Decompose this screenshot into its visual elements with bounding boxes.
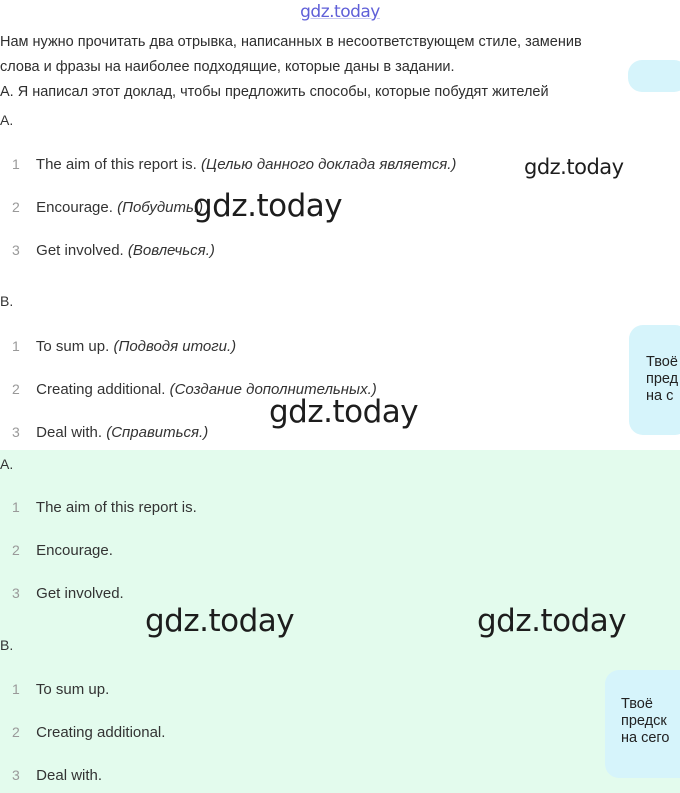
- item-text: Creating additional.: [36, 381, 166, 398]
- bubble-text-line: пред: [646, 371, 679, 387]
- item-text: Encourage.: [36, 542, 113, 559]
- item-translation: (Вовлечься.): [127, 242, 215, 259]
- list-item: [12, 242, 215, 259]
- list-item: [12, 156, 456, 173]
- top-watermark-logo: gdz.today: [300, 2, 380, 22]
- item-text: To sum up.: [35, 681, 110, 698]
- list-item: [12, 424, 208, 441]
- item-text: Deal with.: [36, 767, 103, 784]
- list-item: [12, 585, 124, 602]
- list-item: [12, 724, 165, 741]
- watermark: gdz.today: [193, 188, 343, 224]
- section1-label-b: B.: [0, 293, 14, 309]
- item-number: 1: [12, 338, 20, 354]
- bubble-text-line: предск: [621, 713, 667, 729]
- watermark: gdz.today: [145, 603, 295, 639]
- item-text: Get involved.: [36, 242, 124, 259]
- prediction-bubble[interactable]: [605, 670, 680, 778]
- list-item: [12, 199, 203, 216]
- bubble-text-line: на сего: [621, 730, 670, 746]
- item-number: 3: [12, 424, 20, 440]
- item-text: Encourage.: [36, 199, 113, 216]
- watermark: gdz.today: [269, 394, 419, 430]
- item-number: 1: [12, 156, 20, 172]
- item-number: 2: [12, 381, 20, 397]
- item-number: 1: [12, 681, 20, 697]
- item-translation: (Побудить.): [117, 199, 204, 216]
- list-item: [12, 767, 102, 784]
- item-number: 3: [12, 242, 20, 258]
- intro-line-2: слова и фразы на наиболее подходящие, которые даны в задании.: [0, 59, 455, 75]
- item-number: 1: [12, 499, 20, 515]
- item-number: 3: [12, 585, 20, 601]
- bubble-text-line: Твоё: [621, 696, 653, 712]
- prediction-bubble[interactable]: [629, 325, 680, 435]
- item-text: Creating additional.: [36, 724, 166, 741]
- item-number: 2: [12, 199, 20, 215]
- item-translation: (Подводя итоги.): [113, 338, 237, 355]
- section2-label-a: A.: [0, 456, 14, 472]
- watermark: gdz.today: [477, 603, 627, 639]
- section1-label-a: A.: [0, 112, 14, 128]
- item-text: Get involved.: [36, 585, 124, 602]
- item-number: 2: [12, 542, 20, 558]
- list-item: [12, 542, 113, 559]
- list-item: [12, 681, 109, 698]
- task-intro: [0, 30, 668, 105]
- intro-line-3: A. Я написал этот доклад, чтобы предложить способы, которые побудят жителей: [0, 84, 549, 100]
- top-right-bubble[interactable]: [628, 60, 680, 92]
- bubble-text-line: на с: [646, 388, 674, 404]
- item-text: The aim of this report is.: [35, 156, 197, 173]
- item-text: To sum up.: [35, 338, 110, 355]
- intro-line-1: Нам нужно прочитать два отрывка, написанных в несоответствующем стиле, заменив: [0, 34, 582, 50]
- item-text: Deal with.: [36, 424, 103, 441]
- section2-label-b: B.: [0, 637, 14, 653]
- watermark: gdz.today: [524, 155, 624, 179]
- list-item: [12, 338, 236, 355]
- item-translation: (Справиться.): [106, 424, 209, 441]
- item-number: 3: [12, 767, 20, 783]
- list-item: [12, 499, 197, 516]
- item-translation: (Целью данного доклада является.): [200, 156, 457, 173]
- item-text: The aim of this report is.: [35, 499, 197, 516]
- item-number: 2: [12, 724, 20, 740]
- bubble-text-line: Твоё: [646, 354, 678, 370]
- item-translation: (Создание дополнительных.): [169, 381, 377, 398]
